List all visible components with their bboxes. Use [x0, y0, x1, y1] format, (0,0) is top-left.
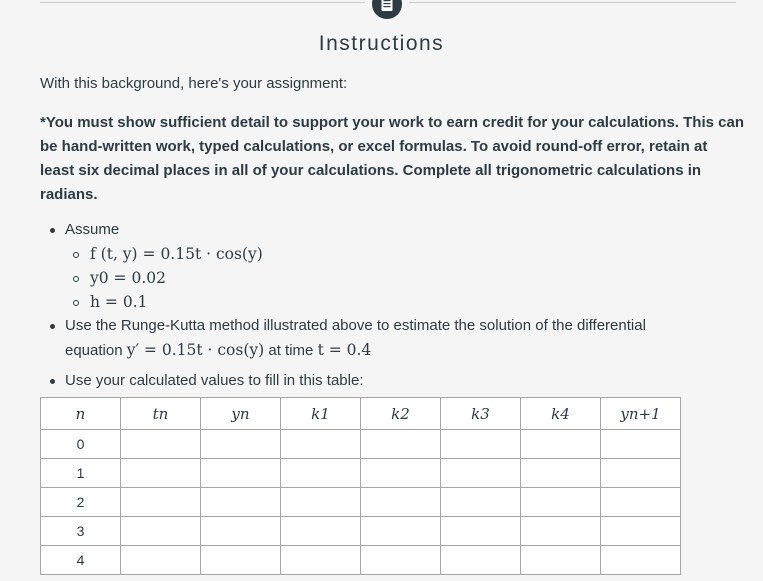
assume-item-h: h = 0.1 — [40, 290, 740, 314]
table-row — [41, 488, 681, 517]
header-k2: k2 — [361, 398, 441, 430]
header-tn: tn — [121, 398, 201, 430]
table-row — [41, 546, 681, 575]
document-icon-wrap — [365, 0, 409, 22]
runge-kutta-text: Use the Runge-Kutta method illustrated above to estimate the solution of the differential — [65, 317, 646, 334]
bullet-runge-kutta — [40, 314, 740, 363]
header-yn1: yn+1 — [601, 398, 681, 430]
row-n: 4 — [41, 546, 121, 575]
table-row — [41, 430, 681, 459]
instruction-list — [40, 218, 740, 393]
table-instruction: Use your calculated values to fill in this table: — [65, 372, 364, 389]
results-table — [40, 397, 681, 575]
equation-word: equation — [65, 342, 123, 359]
row-n: 1 — [41, 459, 121, 488]
at-time-text: at time — [268, 342, 314, 359]
table-row — [41, 517, 681, 546]
document-icon — [372, 0, 402, 19]
header-yn: yn — [201, 398, 281, 430]
row-n: 2 — [41, 488, 121, 517]
table-row — [41, 459, 681, 488]
assume-item-y0: y0 = 0.02 — [40, 266, 740, 290]
requirement-text: *You must show sufficient detail to support your work to earn credit for your calculations. This can be hand-written work, typed calculations, or excel formulas. To avoid round-off error, retain at least six decimal places in all of your calculations. Complete all trigonometric calculations in radians. — [40, 114, 744, 203]
intro-text: With this background, here's your assignment: — [40, 75, 348, 92]
bullet-assume — [40, 218, 740, 242]
table-header-row — [41, 398, 681, 430]
row-n: 3 — [41, 517, 121, 546]
header-k4: k4 — [521, 398, 601, 430]
equation-math: y′ = 0.15t · cos(y) — [126, 341, 265, 359]
header-n: n — [41, 398, 121, 430]
bullet-table — [40, 369, 740, 393]
page-title: Instructions — [318, 32, 445, 55]
row-n: 0 — [41, 430, 121, 459]
time-math: t = 0.4 — [317, 341, 372, 359]
assume-label: Assume — [65, 221, 120, 238]
header-k3: k3 — [441, 398, 521, 430]
header-k1: k1 — [281, 398, 361, 430]
assume-item-function: f (t, y) = 0.15t · cos(y) — [40, 242, 740, 266]
